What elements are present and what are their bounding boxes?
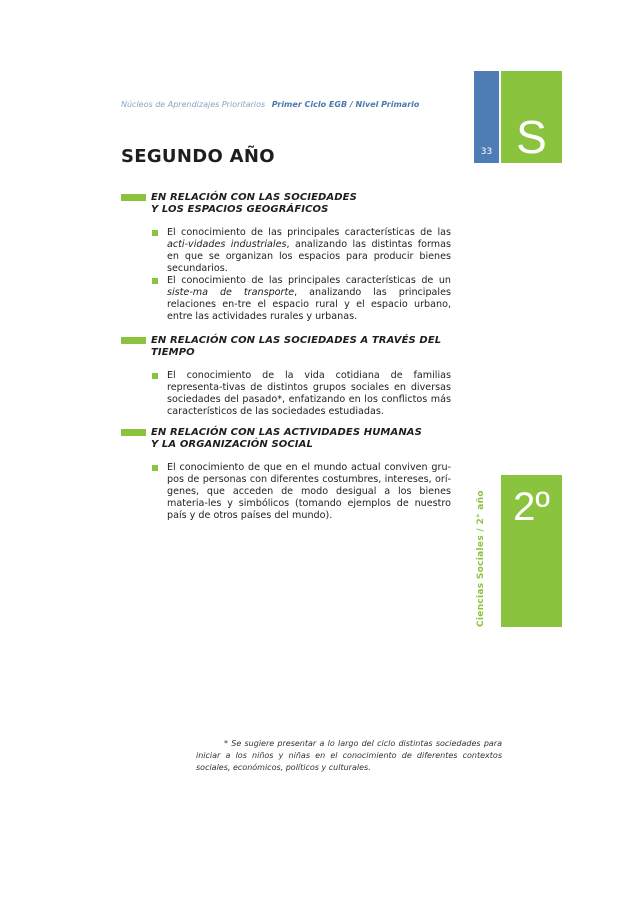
bullet-square-icon — [152, 465, 158, 471]
section-human-activities — [121, 427, 451, 522]
section-title: EN RELACIÓN CON LAS SOCIEDADES A TRAVÉS DEL TIEMPO — [151, 335, 442, 358]
section-title: EN RELACIÓN CON LAS ACTIVIDADES HUMANAS Y LA ORGANIZACIÓN SOCIAL — [151, 427, 422, 450]
page-number: 33 — [480, 147, 493, 157]
footnote: * Se sugiere presentar a lo largo del ciclo distintas sociedades para iniciar a los niños y niñas en el conocimiento de diferentes contextos sociales, económicos, políticos y culturales. — [196, 739, 502, 772]
list-item: El conocimiento de que en el mundo actual conviven gru-pos de personas con diferentes costumbres, intereses, orí-genes, que acceden de modo desigual a los bienes materia-les y simbólicos (tomando ejemplos de nuestro país y de otros países del mundo). — [151, 462, 451, 522]
bullet-square-icon — [152, 278, 158, 284]
running-header — [121, 100, 419, 109]
section-heading — [121, 335, 451, 359]
subject-side-label: Ciencias Sociales / 2° año — [476, 490, 486, 627]
section-letter-tab — [501, 71, 562, 163]
bullet-square-icon — [152, 230, 158, 236]
list-item: El conocimiento de la vida cotidiana de familias representa-tivas de distintos grupos sociales en diversas sociedades del pasado*, enfatizando en los conflictos más característicos de las sociedades estudiadas. — [151, 370, 451, 418]
bullet-list — [121, 462, 451, 522]
section-heading — [121, 427, 451, 451]
section-title: EN RELACIÓN CON LAS SOCIEDADES Y LOS ESPACIOS GEOGRÁFICOS — [151, 192, 357, 215]
page-number-tab — [474, 71, 499, 163]
list-item: El conocimiento de las principales características de las acti-vidades industriales, analizando las distintas formas en que se organizan los espacios para producir bienes secundarios. — [151, 227, 451, 275]
section-societies-time — [121, 335, 451, 418]
bullet-list — [121, 227, 451, 323]
page-title: SEGUNDO AÑO — [121, 146, 275, 167]
section-marker — [121, 194, 146, 201]
list-item: El conocimiento de las principales características de un siste-ma de transporte, analizando las principales relaciones en-tre el espacio rural y el espacio urbano, entre las actividades rurales y urbanas. — [151, 275, 451, 323]
grade-tab — [501, 475, 562, 627]
header-series: Núcleos de Aprendizajes Prioritarios — [121, 100, 266, 109]
section-societies-geographic — [121, 192, 451, 323]
section-marker — [121, 429, 146, 436]
bullet-square-icon — [152, 373, 158, 379]
section-marker — [121, 337, 146, 344]
grade-number: 2º — [513, 485, 550, 529]
header-level: Primer Ciclo EGB / Nivel Primario — [271, 100, 420, 109]
section-letter: S — [516, 111, 547, 163]
section-heading — [121, 192, 451, 216]
bullet-list — [121, 370, 451, 418]
